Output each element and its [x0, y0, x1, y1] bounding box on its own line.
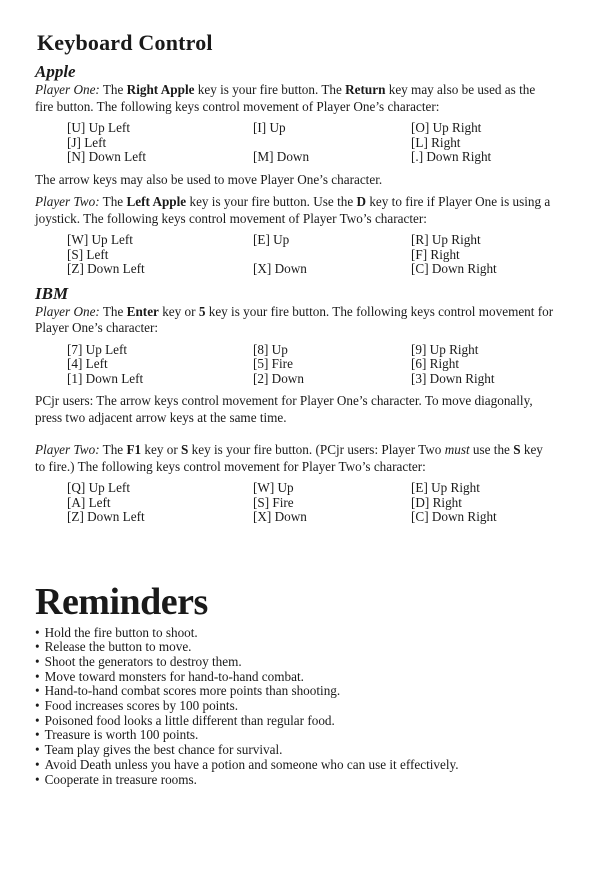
- key-entry: [C] Down Right: [411, 509, 497, 524]
- key-entry: [A] Left: [67, 494, 111, 510]
- key-entry: [7] Up Left: [67, 341, 128, 357]
- list-item: • Avoid Death unless you have a potion and someone who can use it effectively.: [35, 758, 556, 773]
- list-item: • Poisoned food looks a little different than regular food.: [35, 714, 556, 729]
- key-entry: [U] Up Left: [67, 120, 130, 135]
- key-entry: [E] Up Right: [411, 480, 480, 495]
- key-entry: [R] Up Right: [411, 232, 481, 247]
- ibm-player-one-text: Player One: The Enter key or 5 key is your fire button. The following keys control movement for Player One’s character:: [35, 303, 554, 335]
- ibm-heading: IBM: [35, 283, 69, 303]
- key-entry: [S] Left: [67, 246, 109, 262]
- list-item: • Hand-to-hand combat scores more points than shooting.: [35, 684, 556, 699]
- key-entry: [X] Down: [253, 509, 307, 524]
- key-entry: [L] Right: [411, 134, 461, 150]
- spacer: [35, 432, 556, 442]
- ibm-player-two-keys: [67, 481, 556, 525]
- key-entry: [Q] Up Left: [67, 480, 130, 495]
- key-entry: [M] Down: [253, 149, 310, 164]
- key-entry: [Z] Down Left: [67, 261, 145, 276]
- key-entry: [9] Up Right: [411, 341, 479, 357]
- key-entry: [4] Left: [67, 356, 108, 371]
- list-item: • Cooperate in treasure rooms.: [35, 773, 556, 788]
- key-entry: [O] Up Right: [411, 120, 482, 135]
- apple-player-two-keys: [67, 233, 556, 277]
- key-entry: [Z] Down Left: [67, 509, 145, 524]
- key-entry: [I] Up: [253, 120, 286, 135]
- pcjr-note: PCjr users: The arrow keys control movement for Player One’s character. To move diagonally, press two adjacent arrow keys at the same time.: [35, 393, 533, 425]
- key-entry: [X] Down: [253, 261, 307, 276]
- list-item: • Food increases scores by 100 points.: [35, 699, 556, 714]
- key-entry: [2] Down: [253, 370, 304, 386]
- key-entry: [J] Left: [67, 134, 107, 150]
- ibm-player-two-text: Player Two: The F1 key or S key is your fire button. (PCjr users: Player Two must use the S key to fire.) The following keys control movement for Player Two’s character:: [35, 442, 543, 474]
- key-entry: [253, 248, 411, 263]
- list-item: • Release the button to move.: [35, 640, 556, 655]
- key-entry: [D] Right: [411, 494, 462, 510]
- ibm-player-one-keys: [67, 343, 556, 387]
- key-entry: [W] Up: [253, 480, 294, 495]
- key-entry: [5] Fire: [253, 356, 293, 371]
- key-entry: [253, 136, 411, 151]
- key-entry: [.] Down Right: [411, 149, 492, 164]
- key-entry: [C] Down Right: [411, 261, 497, 276]
- list-item: • Team play gives the best chance for survival.: [35, 743, 556, 758]
- apple-arrow-note: The arrow keys may also be used to move Player One’s character.: [35, 171, 383, 187]
- key-entry: [8] Up: [253, 341, 288, 357]
- reminders-list: [35, 626, 556, 788]
- reminders-heading: Reminders: [35, 580, 208, 623]
- key-entry: [1] Down Left: [67, 370, 144, 386]
- key-entry: [3] Down Right: [411, 370, 495, 386]
- apple-heading: Apple: [35, 62, 76, 81]
- key-entry: [W] Up Left: [67, 232, 133, 247]
- list-item: • Hold the fire button to shoot.: [35, 626, 556, 641]
- apple-player-one-text: Player One: The Right Apple key is your fire button. The Return key may also be used as the fire button. The following keys control movement of Player One’s character:: [35, 82, 536, 114]
- key-entry: [E] Up: [253, 232, 290, 247]
- list-item: • Shoot the generators to destroy them.: [35, 655, 556, 670]
- key-entry: [N] Down Left: [67, 149, 147, 164]
- list-item: • Treasure is worth 100 points.: [35, 728, 556, 743]
- keyboard-control-heading: Keyboard Control: [37, 30, 213, 55]
- key-entry: [6] Right: [411, 356, 459, 371]
- key-entry: [S] Fire: [253, 494, 294, 510]
- key-entry: [F] Right: [411, 246, 460, 262]
- apple-player-two-text: Player Two: The Left Apple key is your fire button. Use the D key to fire if Player One is using a joystick. The following keys control movement of Player Two’s character:: [35, 194, 551, 226]
- apple-player-one-keys: [67, 121, 556, 165]
- list-item: • Move toward monsters for hand-to-hand combat.: [35, 670, 556, 685]
